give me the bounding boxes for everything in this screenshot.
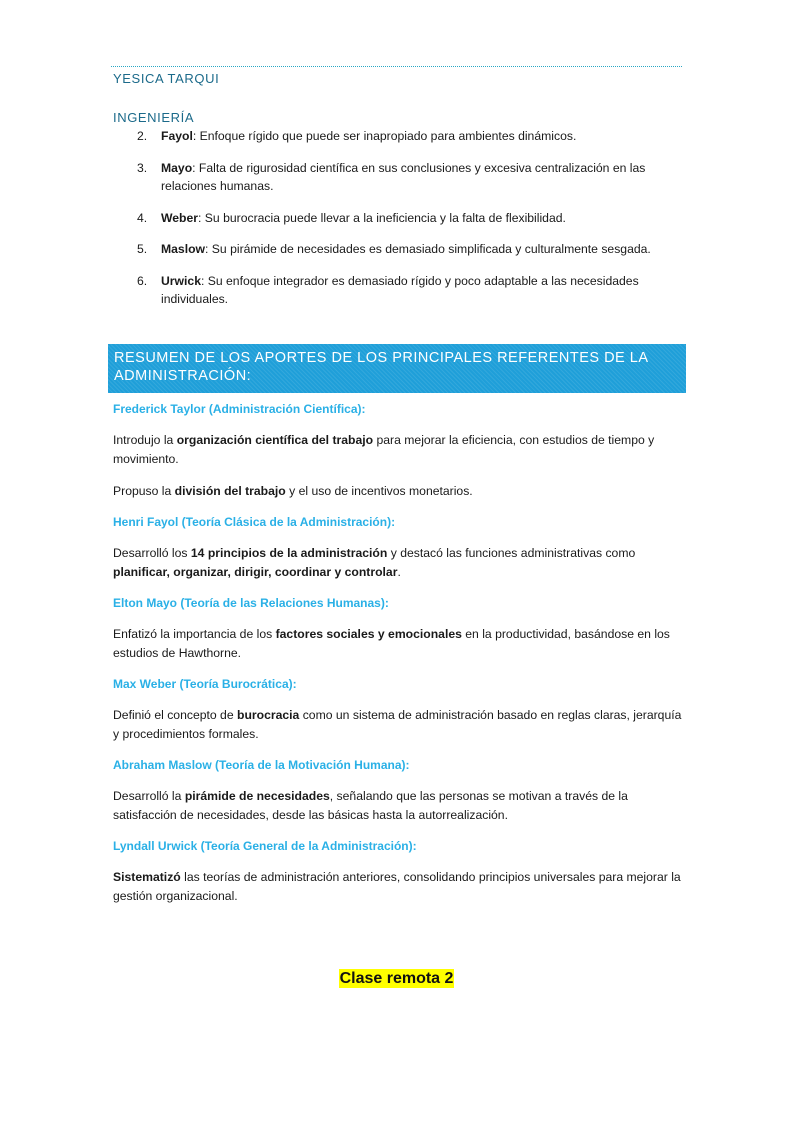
text-run: como un sistema de administración basado en reglas claras, jerarquía y procedimientos formales. <box>113 708 682 741</box>
paragraph <box>113 544 683 582</box>
department-label: INGENIERÍA <box>113 110 195 125</box>
list-number: 3. <box>137 160 148 175</box>
bold-text: burocracia <box>237 708 300 722</box>
section-heading-weber: Max Weber (Teoría Burocrática): <box>113 677 297 691</box>
list-item <box>113 127 683 146</box>
list-number: 2. <box>137 129 148 143</box>
text-run: Desarrolló la <box>113 789 185 803</box>
text-run: las teorías de administración anteriores, consolidando principios universales para mejorar la gestión organizacional. <box>113 870 681 903</box>
list-item-name: Urwick <box>161 273 201 288</box>
list-item-text: : Su burocracia puede llevar a la ineficiencia y la falta de flexibilidad. <box>198 210 566 225</box>
list-number: 4. <box>137 210 148 225</box>
text-run: Desarrolló los <box>113 546 191 560</box>
paragraph <box>113 625 683 663</box>
text-run: . <box>397 565 401 579</box>
list-item-name: Mayo <box>161 160 193 175</box>
text-run: Definió el concepto de <box>113 708 237 722</box>
bold-text: pirámide de necesidades <box>184 789 330 803</box>
summary-content <box>113 401 683 919</box>
list-item-text: : Enfoque rígido que puede ser inapropiado para ambientes dinámicos. <box>192 129 577 143</box>
list-item-text: : Falta de rigurosidad científica en sus conclusiones y excesiva centralización en las relaciones humanas. <box>161 160 646 193</box>
bold-text: 14 principios de la administración <box>190 546 388 560</box>
section-heading-maslow: Abraham Maslow (Teoría de la Motivación Humana): <box>113 758 410 772</box>
text-run: Introdujo la <box>113 433 177 447</box>
list-item-name: Maslow <box>161 242 206 256</box>
section-heading-mayo: Elton Mayo (Teoría de las Relaciones Humanas): <box>113 596 389 610</box>
paragraph <box>113 706 683 744</box>
bold-text: organización científica del trabajo <box>176 433 374 447</box>
list-item-name: Fayol <box>161 129 193 143</box>
paragraph <box>113 431 683 469</box>
footer-highlight <box>0 970 793 988</box>
section-heading-fayol: Henri Fayol (Teoría Clásica de la Administración): <box>113 515 396 529</box>
section-heading-taylor: Frederick Taylor (Administración Científica): <box>113 402 366 416</box>
paragraph <box>113 868 683 906</box>
list-item-name: Weber <box>161 210 199 225</box>
paragraph <box>113 787 683 825</box>
criticism-list <box>113 127 683 322</box>
header-divider <box>111 66 682 67</box>
text-run: en la productividad, basándose en los estudios de Hawthorne. <box>113 627 670 660</box>
list-item <box>113 159 683 196</box>
list-item <box>113 209 683 228</box>
list-number: 5. <box>137 242 148 256</box>
list-number: 6. <box>137 273 148 288</box>
list-item <box>113 240 683 259</box>
text-run: Propuso la <box>113 484 175 498</box>
text-run: y el uso de incentivos monetarios. <box>285 484 473 498</box>
paragraph <box>113 482 683 501</box>
author-name: YESICA TARQUI <box>113 71 220 86</box>
list-item <box>113 272 683 309</box>
section-heading-urwick: Lyndall Urwick (Teoría General de la Administración): <box>113 839 417 853</box>
text-run: Enfatizó la importancia de los <box>113 627 276 641</box>
bold-text: división del trabajo <box>174 484 286 498</box>
highlighted-title: Clase remota 2 <box>339 970 454 987</box>
bold-text: Sistematizó <box>113 870 181 884</box>
text-run: para mejorar la eficiencia, con estudios de tiempo y movimiento. <box>113 433 655 466</box>
list-item-text: : Su pirámide de necesidades es demasiado simplificada y culturalmente sesgada. <box>205 242 651 256</box>
list-item-text: : Su enfoque integrador es demasiado rígido y poco adaptable a las necesidades individuales. <box>161 273 639 306</box>
summary-heading-band: RESUMEN DE LOS APORTES DE LOS PRINCIPALES REFERENTES DE LA ADMINISTRACIÓN: <box>108 344 686 393</box>
bold-text: planificar, organizar, dirigir, coordinar y controlar <box>113 565 398 579</box>
text-run: y destacó las funciones administrativas como <box>387 546 636 560</box>
text-run: , señalando que las personas se motivan a través de la satisfacción de necesidades, desde las básicas hasta la autorrealización. <box>113 789 628 822</box>
bold-text: factores sociales y emocionales <box>275 627 462 641</box>
